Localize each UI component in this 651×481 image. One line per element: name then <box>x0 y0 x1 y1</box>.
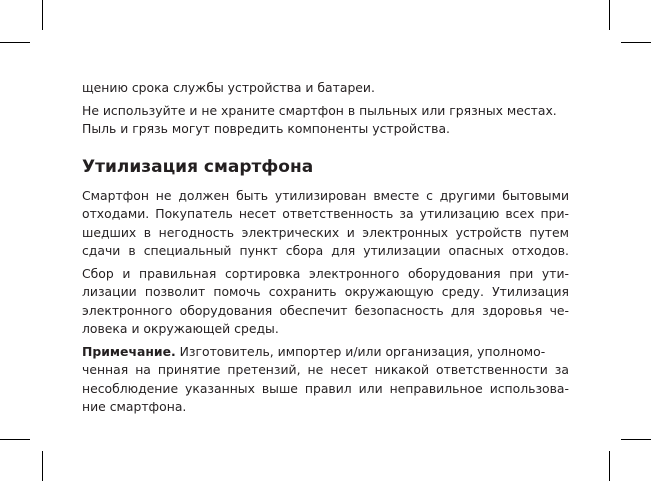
paragraph-line: шедших в негодность электрических и электронных устройств путем <box>82 225 569 240</box>
note-text: Изготовитель, импортер и/или организация, уполномо- <box>175 344 546 359</box>
crop-mark-top-left-horizontal <box>0 42 30 43</box>
paragraph-line: ловека и окружающей среды. <box>82 321 279 336</box>
paragraph-line: Сбор и правильная сортировка электронного оборудования при ути- <box>82 266 569 281</box>
paragraph-line: ченная на принятие претензий, не несет никакой ответственности за <box>82 362 569 377</box>
crop-mark-top-right-horizontal <box>621 42 651 43</box>
paragraph-line: лизации позволит помочь сохранить окружающую среду. Утилизация <box>82 284 569 299</box>
paragraph-line: ние смартфона. <box>82 399 187 414</box>
note-label: Примечание. <box>82 344 176 359</box>
paragraph-line: электронного оборудования обеспечит безопасность для здоровья че- <box>82 303 569 318</box>
paragraph-line: Смартфон не должен быть утилизирован вместе с другими бытовыми <box>82 188 569 203</box>
intro-paragraph-line: Не используйте и не храните смартфон в пыльных или грязных местах. <box>82 103 557 118</box>
paragraph-line: сдачи в специальный пункт сбора для утилизации опасных отходов. <box>82 243 569 258</box>
crop-mark-bottom-right-horizontal <box>621 439 651 440</box>
crop-mark-top-left-vertical <box>42 0 43 30</box>
intro-paragraph-line: Пыль и грязь могут повредить компоненты устройства. <box>82 121 450 136</box>
intro-continuation-line: щению срока службы устройства и батареи. <box>82 80 375 95</box>
note-first-line <box>82 344 569 359</box>
paragraph-line: несоблюдение указанных выше правил или неправильное использова- <box>82 381 569 396</box>
crop-mark-bottom-right-vertical <box>609 451 610 481</box>
paragraph-line: отходами. Покупатель несет ответственность за утилизацию всех при- <box>82 206 569 221</box>
crop-mark-bottom-left-vertical <box>42 451 43 481</box>
crop-mark-bottom-left-horizontal <box>0 439 30 440</box>
crop-mark-top-right-vertical <box>609 0 610 30</box>
section-heading: Утилизация смартфона <box>82 157 314 177</box>
